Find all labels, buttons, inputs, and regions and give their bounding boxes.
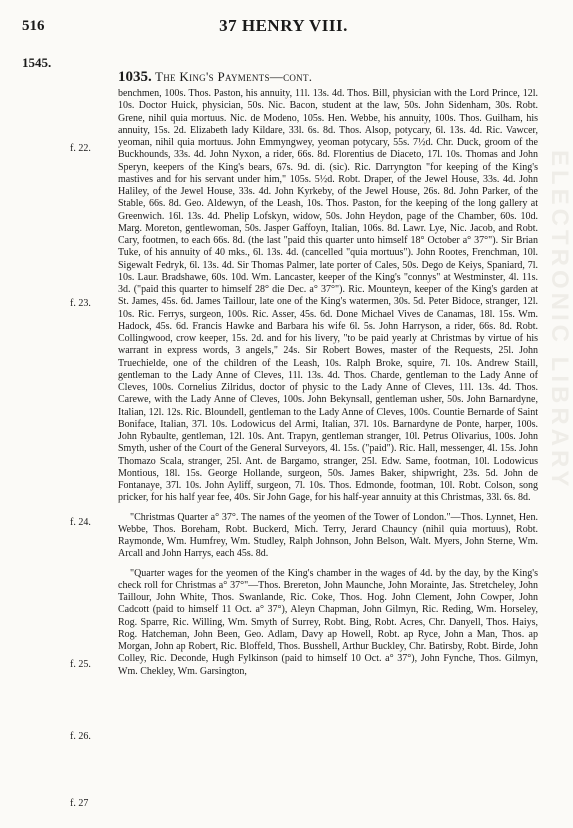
library-watermark: ELECTRONIC LIBRARY xyxy=(546,150,573,491)
year-label: 1545. xyxy=(22,55,52,70)
section-number: 1035. xyxy=(118,69,152,85)
paragraph: "Christmas Quarter a° 37°. The names of the yeomen of the Tower of London."—Thos. Lynnet, Hen. Webbe, Thos. Boreham, Robt. Buckerd, Mich. Terry, Jerard Chauncy (nihil quia mortuus), Robt. Raymonde, Wm. Humfrey, Wm. Studley, Ralph Johnson, John Belson, Walt. Myers, John Sterne, Wm. Arcall and John Harrys, each 45s. 8d. xyxy=(118,511,538,560)
margin-note: f. 22. xyxy=(70,143,91,154)
margin-note: f. 26. xyxy=(70,731,91,742)
page-number: 516 xyxy=(22,18,45,34)
section-heading xyxy=(118,69,312,86)
running-title: 37 HENRY VIII. xyxy=(219,16,348,35)
margin-note: f. 25. xyxy=(70,659,91,670)
margin-note: f. 24. xyxy=(70,517,91,528)
paragraph: "Quarter wages for the yeomen of the King's chamber in the wages of 4d. by the day, by the King's check roll for Christmas a° 37°"—Thos. Brereton, John Maunche, John Morainte, Jas. Stretcheley, John Taillour, John White, Thos. Swanlande, Ric. Coke, Thos. Hog. John Clement, John Cowper, John Cadcott (paid to himself 11 Oct. a° 37°), Aleyn Chapman, John Gilmyn, Ric. Reding, Wm. Horseley, Rog. Sparre, Ric. Willing, Wm. Smyth of Surrey, Robt. Bing, Robt. Acres, Chr. Danyell, Thos. Haiys, Rog. Hatcheman, John Been, Geo. Adlam, Davy ap Howell, Robt. ap Ryce, John a Man, Thos. ap Morgan, John ap Robert, Ric. Bloffeld, Thos. Busshell, Arthur Buckley, Chr. Batirsby, Robt. Birde, John Colley, Ric. Deconde, Hugh Fylkinson (paid to himself 10 Oct. a° 37°), John Fynche, Thos. Gilmyn, Wm. Chekley, Wm. Garsington, xyxy=(118,567,538,677)
paragraph: benchmen, 100s. Thos. Paston, his annuity, 11l. 13s. 4d. Thos. Bill, physician with the Lord Prince, 12l. 10s. Doctor Huick, physician, 50s. Nic. Bacon, student at the law, 50s. John Sidenham, 30s. Robt. Grene, nihil quia mortuus. Nic. de Modeno, 105s. Hen. Webbe, his annuity, 100s. Thos. Guilham, his annuity, 15s. 2d. Elizabeth lady Kildare, 33l. 6s. 8d. Thos. Alsop, potycary, 6l. 13s. 4d. Ric. Vawcer, yeoman, nihil quia mortuus. John Emmyngwey, yeoman potycary, 55s. 7½d. Chr. Duck, groom of the Buckhounds, 33s. 4d. John Nyxon, a rider, 66s. 8d. Florentius de Diaceto, 17l. 10s. Thomas and John Speryn, keepers of the King's bears, 67s. 9d. di. (sic). Ric. Darryngton "for keeping of the King's mastives and for his servant under him," 105s. 5½d. Robt. Draper, of the Jewel House, 33s. 4d. John Haliley, of the Jewel House, 33s. 4d. John Kyrkeby, of the Jewel House, 26s. 8d. John Parker, of the Stable, 66s. 8d. Geo. Aldewyn, of the Leash, 10s. Thos. Paston, for the keeping of the long gallery at Greenwich. 16l. 13s. 4d. Phelip Lofskyn, widow, 50s. John Heydon, page of the Chamber, 60s. 10d. Marg. Moreton, gentlewoman, 50s. Jasper Gaffoyn, Italian, 106s. 8d. Lawr. Lye, Nic. Jacob, and Robt. Cary, footmen, to each 66s. 8d. (the last "paid this quarter unto himself 18° October a° 37°"). Sir Brian Tuke, of his annuity of 40 mks., 6l. 13s. 4d. (cancelled "quia mortuus"). John Rootes, Frenchman, 10l. Sigewalt Fedryk, 6l. 13s. 4d. Sir Thomas Palmer, late porter of Cales, 50s. Dego de Keiys, Spaniard, 7l. 10s. Laur. Bradshawe, 60s. 10d. Wm. Lancaster, keeper of the King's "connys" at Westminster, 4l. 11s. 3d. ("paid this quarter to himself 28° die Dec. a° 37°"). Ric. Mounteyn, keeper of the King's garden at St. James, 45s. 6d. James Taillour, late one of the King's watermen, 30s. 5d. Peter Bidoce, stranger, 12l. 10s. Ric. Ferrys, surgeon, 100s. Ric. Asser, 45s. 6d. Done Michael Vives de Canamas, 18l. 15s. Wm. Hadock, 45s. 6d. Francis Hawke and Barbara his wife 6l. 5s. John Harryson, a rider, 66s. 8d. Robt. Collingwood, crow keeper, 15s. 2d. and for his livery, "to be paid yearly at Christmas by virtue of his warrant in express words, 3 angels," 24s. Sir Robert Bowes, master of the Requests, 25l. John Truechielde, one of the children of the Leash, 10s. Ralph Broke, squire, 7l. 10s. Andrew Staill, gentleman to the Lady Anne of Cleves, 11l. 13s. 4d. Thos. Charde, gentleman to the Lady Anne of Cleves, 100s. Cornelius Zilridus, doctor of physic to the Lady Anne of Cleves, 11l. 13s. 4d. Thos. Carewe, with the Lady Anne of Cleves, 100s. John Bekynsall, gentleman usher, 50s. John Barnardyne, Italian, 12l. 12s. Ric. Bloundell, gentleman to the Lady Anne of Cleves, 100s. Countie Bernarde of Saint Boniface, Italian, 37l. 10s. Lodowicus del Armi, Italian, 37l. 10s. Barnardyne de Ponte, harper, 100s. John Rybaulte, gentleman, 12l. 10s. Ant. Trapyn, gentleman stranger, 10l. Petrus Olivarius, 100s. John Smyth, usher of the Court of the General Surveyors, 4l. 15s. ("paid"). Ric. Hall, messenger, 4l. 15s. John Thomazo Scala, stranger, 25l. Ant. de Bargamo, stranger, 25l. Edw. Same, footman, 10l. Lodowicus Montious, 18l. 15s. George Hollande, surgeon, 50s. James Baker, shipwright, 23s. 5d. John de Fontanaye, 37l. 10s. John Ayliff, surgeon, 7l. 10s. Thos. Edmonde, footman, 10l. Robt. Colson, song pricker, for his half year fee, 40s. Sir John Gage, for his half-year annuity at this Christmas, 33l. 6s. 8d. xyxy=(118,88,538,504)
body-text xyxy=(118,88,538,678)
margin-note: f. 23. xyxy=(70,298,91,309)
section-title: The King's Payments—cont. xyxy=(155,69,313,84)
margin-note: f. 27 xyxy=(70,798,89,809)
